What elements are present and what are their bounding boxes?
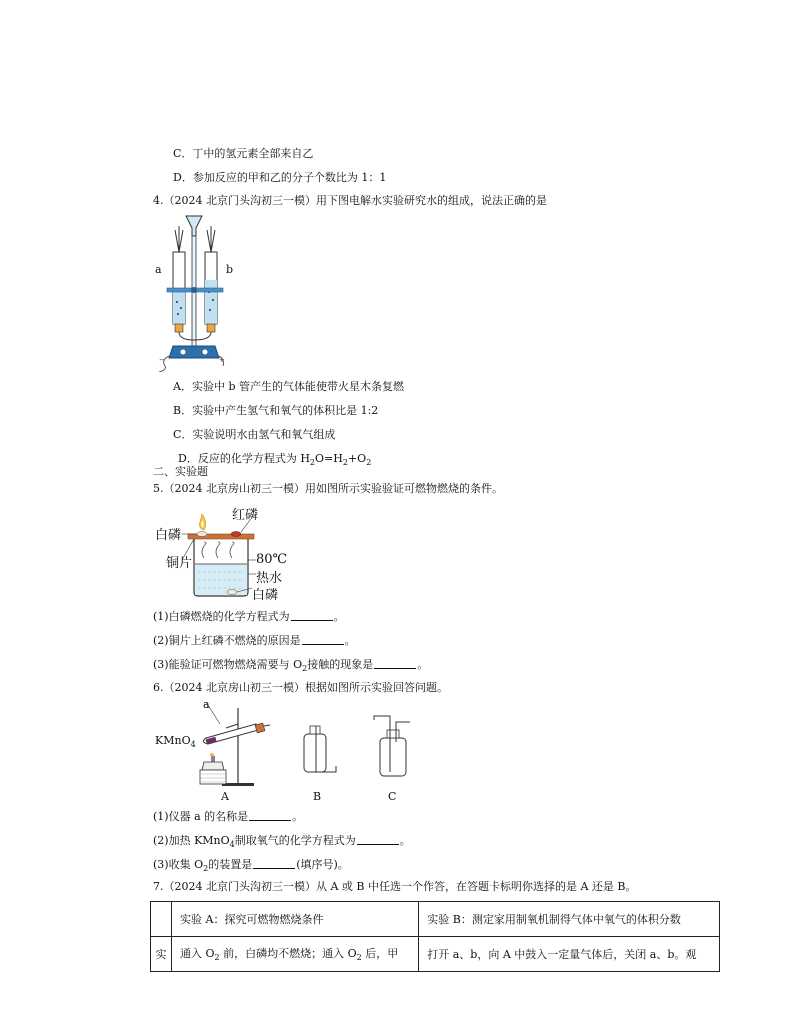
tube-a-label: a [155,263,162,276]
q7-stem: 7.（2024 北京门头沟初三一模）从 A 或 B 中任选一个作答，在答题卡标明你选择的是 A 还是 B。 [153,880,637,893]
q6-sub2: (2)加热 KMnO$_4$制取氧气的化学方程式为 。 [153,834,411,850]
q3-option-c: C．丁中的氢元素全部来自乙 [173,147,314,160]
label-white-phosphorus-bottom: 白磷 [252,588,279,603]
q5-sub1: (1)白磷燃烧的化学方程式为 。 [153,610,345,623]
q4-stem: 4.（2024 北京门头沟初三一模）用下图电解水实验研究水的组成，说法正确的是 [153,194,547,207]
q4-option-d: D．反应的化学方程式为 $H_2O=H_2+O_2$ [178,452,372,468]
q3-option-d: D．参加反应的甲和乙的分子个数比为 1：1 [173,171,387,184]
label-white-phosphorus-top: 白磷 [155,528,182,543]
svg-text:+: + [219,356,225,364]
q5-stem: 5.（2024 北京房山初三一模）用如图所示实验验证可燃物燃烧的条件。 [153,482,503,495]
svg-text:−: − [159,356,165,364]
label-temperature: 80℃ [256,552,288,567]
table-cell [151,902,172,937]
table-row [151,937,720,972]
answer-blank[interactable] [291,610,333,621]
table-header-b: 实验 B：测定家用制氧机制得气体中氧气的体积分数 [419,902,720,937]
q6-stem: 6.（2024 北京房山初三一模）根据如图所示实验回答问题。 [153,681,448,694]
q6-sub3: (3)收集 $O_2$的装置是 (填序号)。 [153,858,349,874]
q4-option-a: A．实验中 b 管产生的气体能使带火星木条复燃 [173,380,404,393]
table-row [151,902,720,937]
q5-sub2: (2)铜片上红磷不燃烧的原因是 。 [153,634,356,647]
answer-blank[interactable] [374,658,416,669]
answer-blank[interactable] [249,810,291,821]
electrolysis-apparatus-figure [153,212,233,372]
label-apparatus-a: A [221,790,229,803]
q4-option-c: C．实验说明水由氢气和氧气组成 [173,428,336,441]
label-apparatus-b: B [313,790,322,803]
q7-table [150,901,720,972]
section-heading: 二、实验题 [153,465,208,478]
label-red-phosphorus: 红磷 [232,508,259,523]
answer-blank[interactable] [357,834,399,845]
label-apparatus-c: C [388,790,397,803]
table-row-label: 实 [151,937,172,972]
q6-sub1: (1)仪器 a 的名称是 。 [153,810,304,823]
table-cell-b: 打开 a、b，向 A 中鼓入一定量气体后，关闭 a、b。观 [419,937,720,972]
label-kmno4: KMnO$_4$ [155,734,196,750]
q5-sub3: (3)能验证可燃物燃烧需要与 $O_2$接触的现象是 。 [153,658,429,674]
oxygen-preparation-figure [186,698,426,790]
label-copper-plate: 铜片 [166,556,193,571]
combustion-experiment-figure [182,512,262,600]
q4-option-b: B．实验中产生氢气和氧气的体积比是 1:2 [173,404,379,417]
answer-blank[interactable] [302,634,344,645]
answer-blank[interactable] [253,858,295,869]
label-hot-water: 热水 [256,571,283,586]
table-cell-a: 通入 $O_2$ 前，白磷均不燃烧；通入 $O_2$ 后，甲 [172,937,419,972]
table-header-a: 实验 A：探究可燃物燃烧条件 [172,902,419,937]
label-instrument-a: a [203,698,210,711]
tube-b-label: b [226,263,234,276]
